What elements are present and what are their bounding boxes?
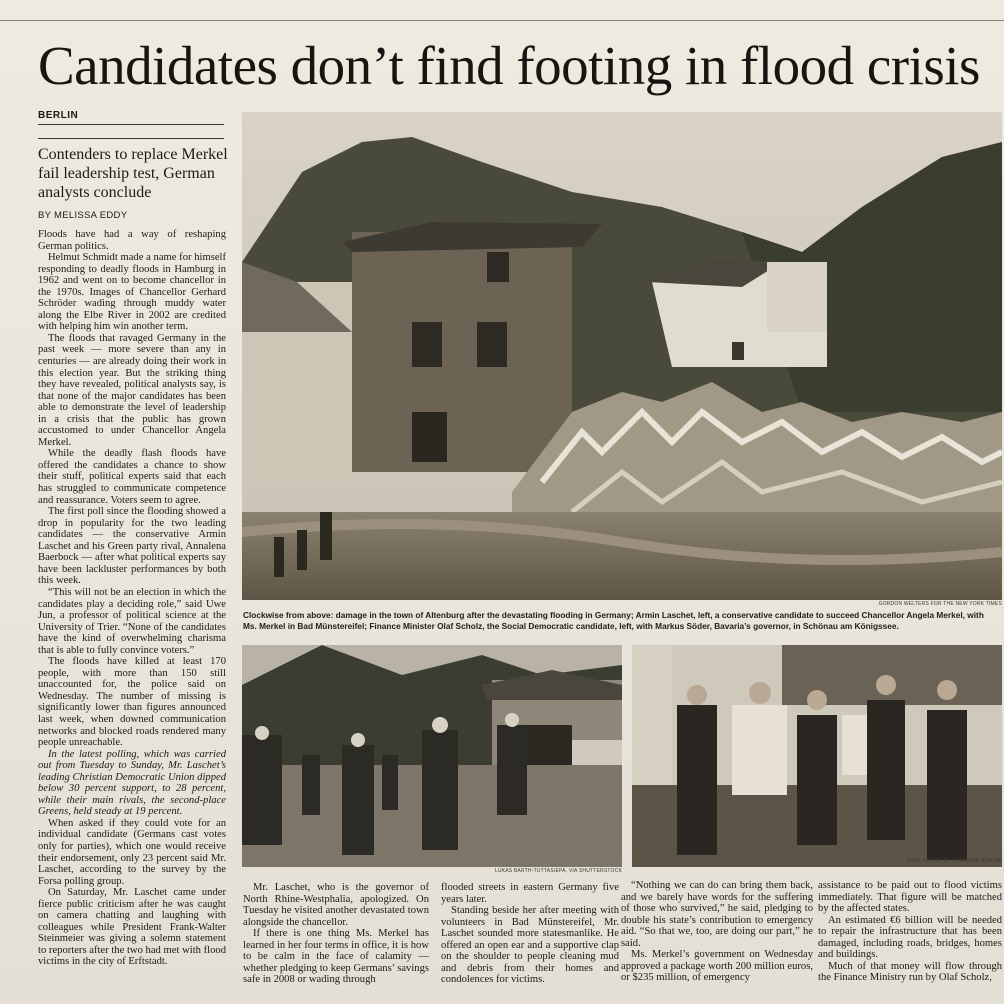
paragraph: Ms. Merkel’s government on Wednesday approved a package worth 200 million euros, or $235 million, of emergency — [621, 949, 813, 984]
paragraph: An estimated €6 billion will be needed to repair the infrastructure that has been damaged, including roads, bridges, homes and buildings. — [818, 914, 1002, 961]
paragraph: On Saturday, Mr. Laschet came under fierce public criticism after he was caught on camera chatting and laughing with colleagues while President Frank-Walter Steinmeier was giving a solemn statement to reporters after the two had met with flood victims in the city of Erftstadt. — [38, 887, 226, 968]
paragraph: While the deadly flash floods have offered the candidates a chance to show their stuff, political experts said that each has struggled to communicate competence and reassurance. Voters seem to agree. — [38, 448, 226, 506]
byline: BY MELISSA EDDY — [38, 210, 128, 221]
paragraph: The floods that ravaged Germany in the past week — more severe than any in centuries — are already doing their work in this election year. But the striking thing they have revealed, political analysts say, is that none of the major candidates has been able to demonstrate the level of leadership in a crisis that the public has grown accustomed to under Chancellor Angela Merkel. — [38, 332, 226, 448]
bottom-column-1 — [243, 882, 429, 986]
photo-caption: Clockwise from above: damage in the town of Altenburg after the devastating flooding in Germany; Armin Laschet, left, a conservative candidate to succeed Chancellor Angela Merkel, with Ms. Merkel in Bad Münstereifel; Finance Minister Olaf Scholz, the Social Democratic candidate, left, with Markus Söder, Bavaria’s governor, in Schönau am Königssee. — [243, 610, 984, 631]
top-rule — [0, 20, 1004, 21]
lower-left-photo-credit: LUKAS BARTH-TUTTAS/EPA, VIA SHUTTERSTOCK — [494, 868, 622, 874]
lower-right-photo-credit: POOL PHOTO BY CHRISTOF STACHE — [907, 858, 1002, 864]
bottom-column-4 — [818, 880, 1002, 984]
paragraph: Much of that money will flow through the Finance Ministry run by Olaf Scholz, — [818, 960, 1002, 984]
left-column — [38, 229, 226, 968]
paragraph: The floods have killed at least 170 people, with more than 150 still unaccounted for, the police said on Wednesday. The number of missing is significantly lower than figures announced last week, when downed communication networks and blocked roads rendered many people unreachable. — [38, 656, 226, 749]
paragraph: When asked if they could vote for an individual candidate (Germans cast votes only for parties), which one would receive their endorsement, only 23 percent said Mr. Laschet, according to the survey by the Forsa polling group. — [38, 817, 226, 887]
paragraph: Floods have had a way of reshaping German politics. — [38, 229, 226, 252]
paragraph: The first poll since the flooding showed a drop in popularity for the two leading candidates — the conservative Armin Laschet and his Green party rival, Annalena Baerbock — after what political experts say have been lackluster performances by both this week. — [38, 506, 226, 587]
paragraph: “This will not be an election in which the candidates play a deciding role,” said Uwe Jun, a professor of political science at the University of Trier. “None of the candidates have the kind of overwhelming charisma that is able to fully convince voters.” — [38, 586, 226, 656]
main-photo-flood-damage — [242, 112, 1002, 600]
deck-rule-top — [38, 138, 224, 139]
paragraph: flooded streets in eastern Germany five years later. — [441, 882, 619, 905]
photo-laschet-merkel — [242, 645, 622, 867]
dateline-rule — [38, 124, 224, 125]
paragraph: Standing beside her after meeting with volunteers in Bad Münstereifel, Mr. Laschet sounded more statesmanlike. He offered an open ear and a supportive clap on the shoulder to people cleaning mud and debris from their homes and condolences for victims. — [441, 905, 619, 986]
bottom-column-2 — [441, 882, 619, 986]
paragraph: In the latest polling, which was carried out from Tuesday to Sunday, Mr. Laschet’s leading Christian Democratic Union dipped below 30 percent support, to 28 percent, while their main rivals, the second-place Greens, held steady at 19 percent. — [38, 748, 226, 818]
deck: Contenders to replace Merkel fail leadership test, German analysts conclude — [38, 146, 228, 201]
main-photo-credit: GORDON WELTERS FOR THE NEW YORK TIMES — [878, 601, 1002, 607]
photo-scholz-soeder — [632, 645, 1002, 867]
paragraph: assistance to be paid out to flood victims immediately. That figure will be matched by the affected states. — [818, 880, 1002, 915]
dateline: BERLIN — [38, 110, 79, 121]
paragraph: If there is one thing Ms. Merkel has learned in her four terms in office, it is how to be calm in the face of calamity — whether pledging to keep Germans’ savings safe in 2008 or wading through — [243, 928, 429, 986]
paragraph: Helmut Schmidt made a name for himself responding to deadly floods in Hamburg in 1962 and went on to become chancellor in the 1970s. Images of Chancellor Gerhard Schröder wading through muddy water along the Elbe River in 2002 are credited with helping him win another term. — [38, 252, 226, 333]
paragraph: “Nothing we can do can bring them back, and we barely have words for the suffering of those who survived,” he said, pledging to double his state’s contribution to emergency aid. “So that we, too, are doing our part,” he said. — [621, 880, 813, 949]
bottom-column-3 — [621, 880, 813, 984]
headline: Candidates don’t find footing in flood crisis — [38, 35, 980, 96]
paragraph: Mr. Laschet, who is the governor of North Rhine-Westphalia, apologized. On Tuesday he visited another devastated town alongside the chancellor. — [243, 882, 429, 928]
